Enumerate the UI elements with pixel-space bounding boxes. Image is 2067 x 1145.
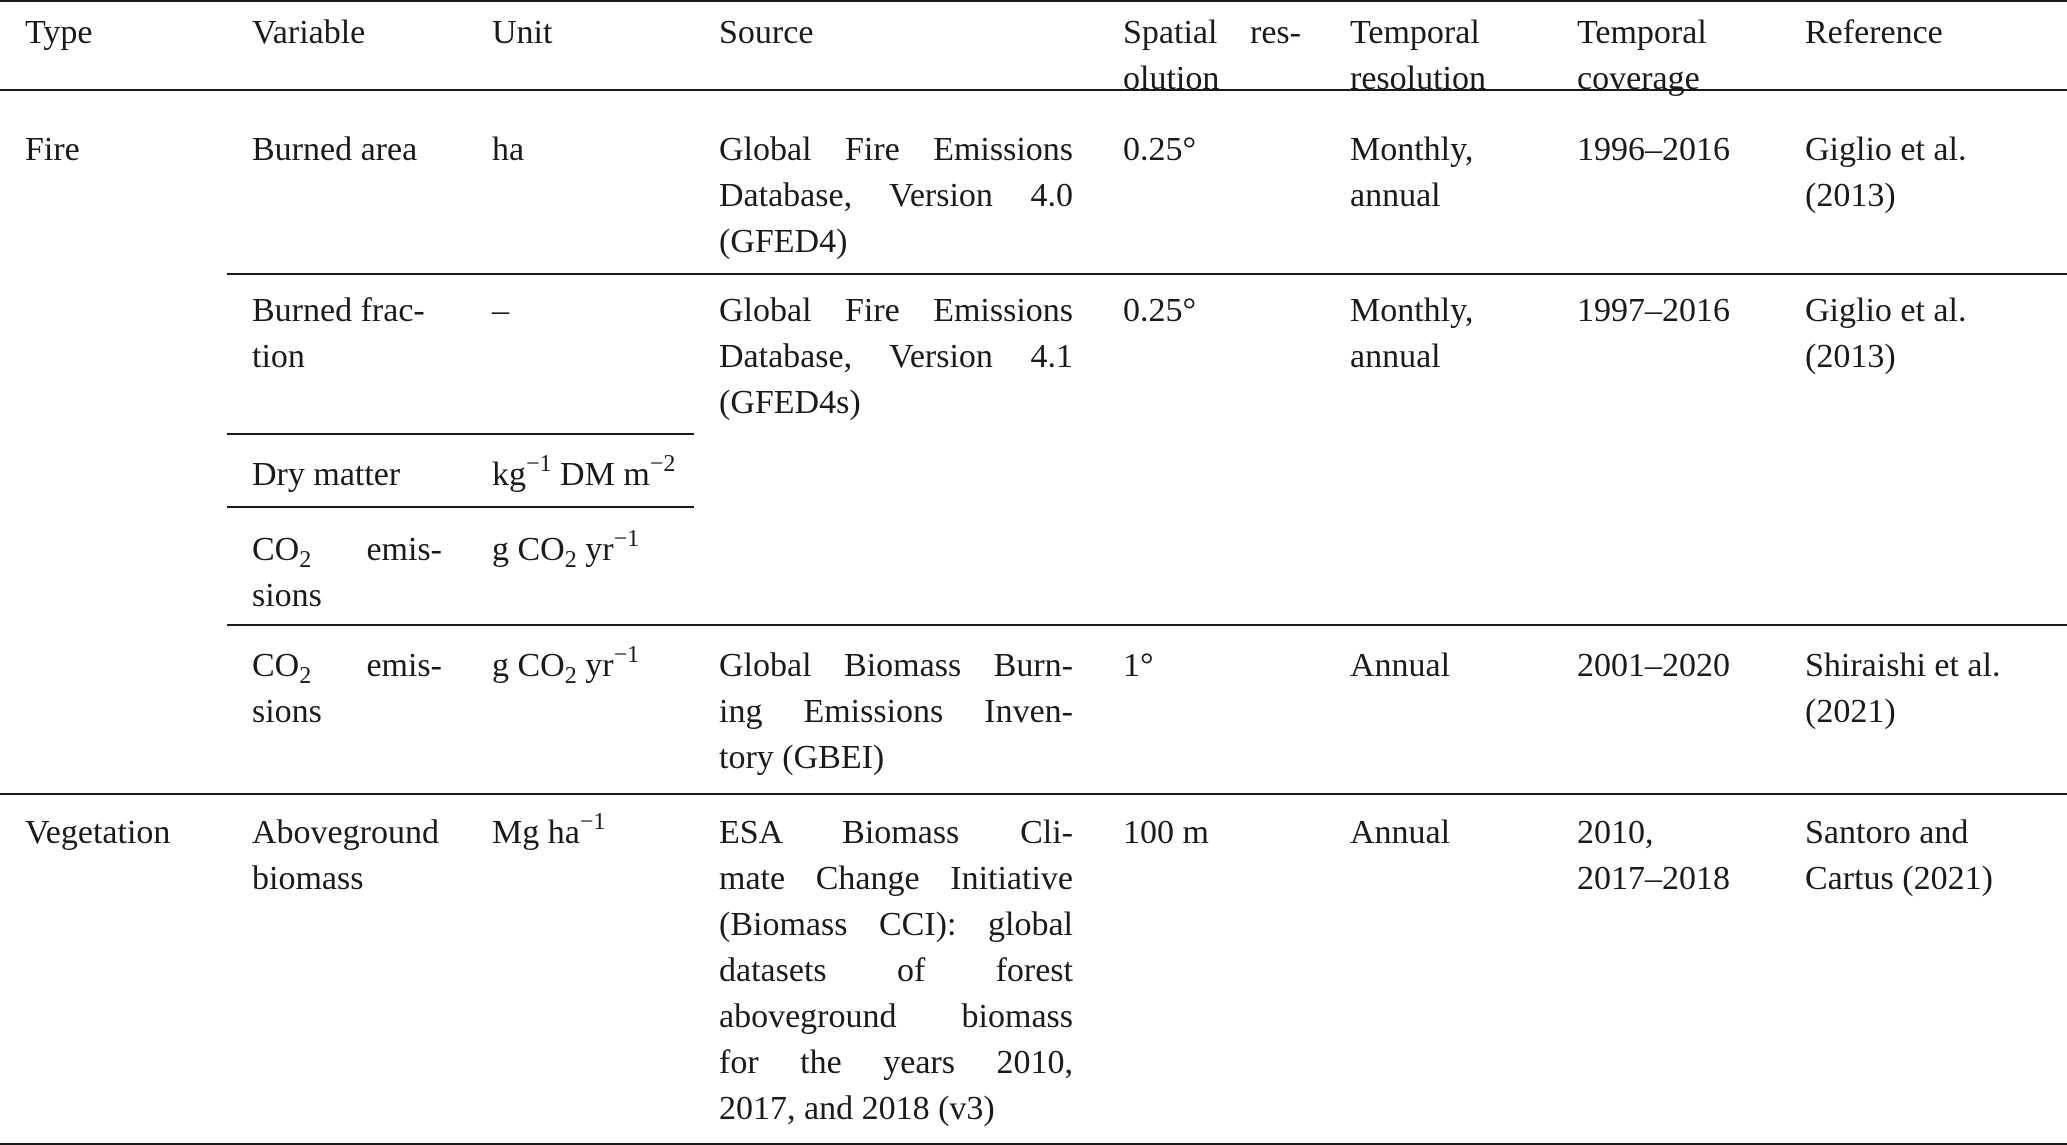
co2-gbei-spatial: 1° xyxy=(1123,647,1154,684)
rule-after-burned-fraction xyxy=(227,433,694,435)
variable-line: Aboveground xyxy=(252,814,439,851)
burned-fraction-unit: – xyxy=(492,292,509,329)
co2-gbei-unit xyxy=(492,643,639,689)
dry-matter-variable: Dry matter xyxy=(252,456,401,493)
variable-part: emis- xyxy=(366,531,442,568)
temporal-res-line: Monthly, xyxy=(1350,131,1474,168)
unit-part: DM m xyxy=(560,456,650,493)
source-line: (GFED4s) xyxy=(719,384,861,421)
source-line: Database, Version 4.1 xyxy=(719,338,1073,375)
variable-line: sions xyxy=(252,577,322,614)
header-temporal-res-line2: resolution xyxy=(1350,60,1486,97)
co2-gbei-variable xyxy=(252,643,442,735)
reference-line: Giglio et al. xyxy=(1805,131,1967,168)
unit-part: g CO xyxy=(492,647,565,684)
co2-gbei-coverage: 2001–2020 xyxy=(1577,647,1730,684)
unit-exponent: −1 xyxy=(613,642,640,668)
burned-fraction-source xyxy=(719,288,1073,426)
burned-area-unit: ha xyxy=(492,131,525,168)
source-line: (Biomass CCI): global xyxy=(719,906,1073,943)
source-line: tory (GBEI) xyxy=(719,739,885,776)
source-line: 2017, and 2018 (v3) xyxy=(719,1090,995,1127)
burned-area-coverage: 1996–2016 xyxy=(1577,131,1730,168)
source-line: Database, Version 4.0 xyxy=(719,177,1073,214)
variable-line: biomass xyxy=(252,860,364,897)
unit-exponent: −1 xyxy=(526,451,552,477)
agb-variable xyxy=(252,810,439,902)
rule-after-burned-area xyxy=(227,273,2067,275)
reference-line: (2013) xyxy=(1805,177,1896,214)
header-spatial-resolution xyxy=(1123,10,1301,102)
temporal-res-line: annual xyxy=(1350,338,1441,375)
rule-after-fire-group xyxy=(0,793,2067,795)
source-line: datasets of forest xyxy=(719,952,1073,989)
variable-part: emis- xyxy=(366,647,442,684)
burned-area-variable: Burned area xyxy=(252,131,418,168)
header-temporal-resolution xyxy=(1350,10,1486,102)
reference-line: Giglio et al. xyxy=(1805,292,1967,329)
header-temporal-res-line1: Temporal xyxy=(1350,14,1480,51)
group-fire: Fire xyxy=(25,131,80,168)
coverage-line: 2010, xyxy=(1577,814,1654,851)
variable-part: $CO_2$ xyxy=(252,531,312,573)
burned-area-spatial: 0.25° xyxy=(1123,131,1197,168)
variable-line: tion xyxy=(252,338,305,375)
source-line: mate Change Initiative xyxy=(719,860,1073,897)
dry-matter-unit xyxy=(492,452,675,498)
unit-part: yr xyxy=(585,647,614,684)
rule-after-co2-gfed xyxy=(227,624,2067,626)
agb-temporal-res: Annual xyxy=(1350,814,1451,851)
header-reference: Reference xyxy=(1805,14,1943,51)
unit-part: Mg ha xyxy=(492,814,580,851)
reference-line: Santoro and xyxy=(1805,814,1969,851)
header-bottom-rule xyxy=(0,89,2067,91)
variable-part: $CO_2$ xyxy=(252,647,312,689)
source-line: Global Fire Emissions xyxy=(719,131,1073,168)
burned-fraction-reference xyxy=(1805,288,1966,380)
variable-line: Burned frac- xyxy=(252,292,425,329)
co2-gfed-variable xyxy=(252,527,442,619)
table-top-rule xyxy=(0,0,2067,2)
header-temporal-coverage xyxy=(1577,10,1707,102)
header-temporal-cov-line2: coverage xyxy=(1577,60,1700,97)
unit-exponent: −2 xyxy=(649,451,676,477)
unit-part: g CO xyxy=(492,531,565,568)
header-unit: Unit xyxy=(492,14,553,51)
temporal-res-line: Monthly, xyxy=(1350,292,1474,329)
source-line: for the years 2010, xyxy=(719,1044,1073,1081)
variable-line: sions xyxy=(252,693,322,730)
co2-gbei-reference xyxy=(1805,643,2000,735)
reference-line: Shiraishi et al. xyxy=(1805,647,2001,684)
agb-spatial: 100 m xyxy=(1123,814,1209,851)
group-vegetation: Vegetation xyxy=(25,814,171,851)
header-spatial-line1: Spatial res- xyxy=(1123,14,1301,51)
source-line: Global Fire Emissions xyxy=(719,292,1073,329)
unit-exponent: −1 xyxy=(613,526,640,552)
unit-part: kg xyxy=(492,456,526,493)
reference-line: (2013) xyxy=(1805,338,1896,375)
burned-area-source xyxy=(719,127,1073,265)
header-source: Source xyxy=(719,14,814,51)
header-temporal-cov-line1: Temporal xyxy=(1577,14,1707,51)
unit-subscript: 2 xyxy=(564,663,577,689)
co2-gbei-source xyxy=(719,643,1073,781)
co2-gbei-temporal-res: Annual xyxy=(1350,647,1451,684)
rule-after-dry-matter xyxy=(227,506,694,508)
source-line: aboveground biomass xyxy=(719,998,1073,1035)
temporal-res-line: annual xyxy=(1350,177,1441,214)
reference-line: Cartus (2021) xyxy=(1805,860,1993,897)
unit-part: yr xyxy=(585,531,614,568)
header-spatial-line2: olution xyxy=(1123,60,1220,97)
source-line: ing Emissions Inven- xyxy=(719,693,1073,730)
burned-fraction-temporal-res xyxy=(1350,288,1473,380)
agb-coverage xyxy=(1577,810,1730,902)
agb-source xyxy=(719,810,1073,1132)
burned-fraction-coverage: 1997–2016 xyxy=(1577,292,1730,329)
source-line: ESA Biomass Cli- xyxy=(719,814,1073,851)
reference-line: (2021) xyxy=(1805,693,1896,730)
agb-reference xyxy=(1805,810,1993,902)
burned-area-reference xyxy=(1805,127,1966,219)
variable-line xyxy=(252,527,442,573)
burned-fraction-variable xyxy=(252,288,442,380)
burned-fraction-spatial: 0.25° xyxy=(1123,292,1197,329)
coverage-line: 2017–2018 xyxy=(1577,860,1730,897)
unit-subscript: 2 xyxy=(564,547,577,573)
variable-line xyxy=(252,643,442,689)
co2-gfed-unit xyxy=(492,527,639,573)
unit-exponent: −1 xyxy=(579,809,606,835)
burned-area-temporal-res xyxy=(1350,127,1473,219)
header-variable: Variable xyxy=(252,14,366,51)
source-line: (GFED4) xyxy=(719,223,848,260)
source-line: Global Biomass Burn- xyxy=(719,647,1073,684)
header-type: Type xyxy=(25,14,93,51)
agb-unit xyxy=(492,810,605,856)
